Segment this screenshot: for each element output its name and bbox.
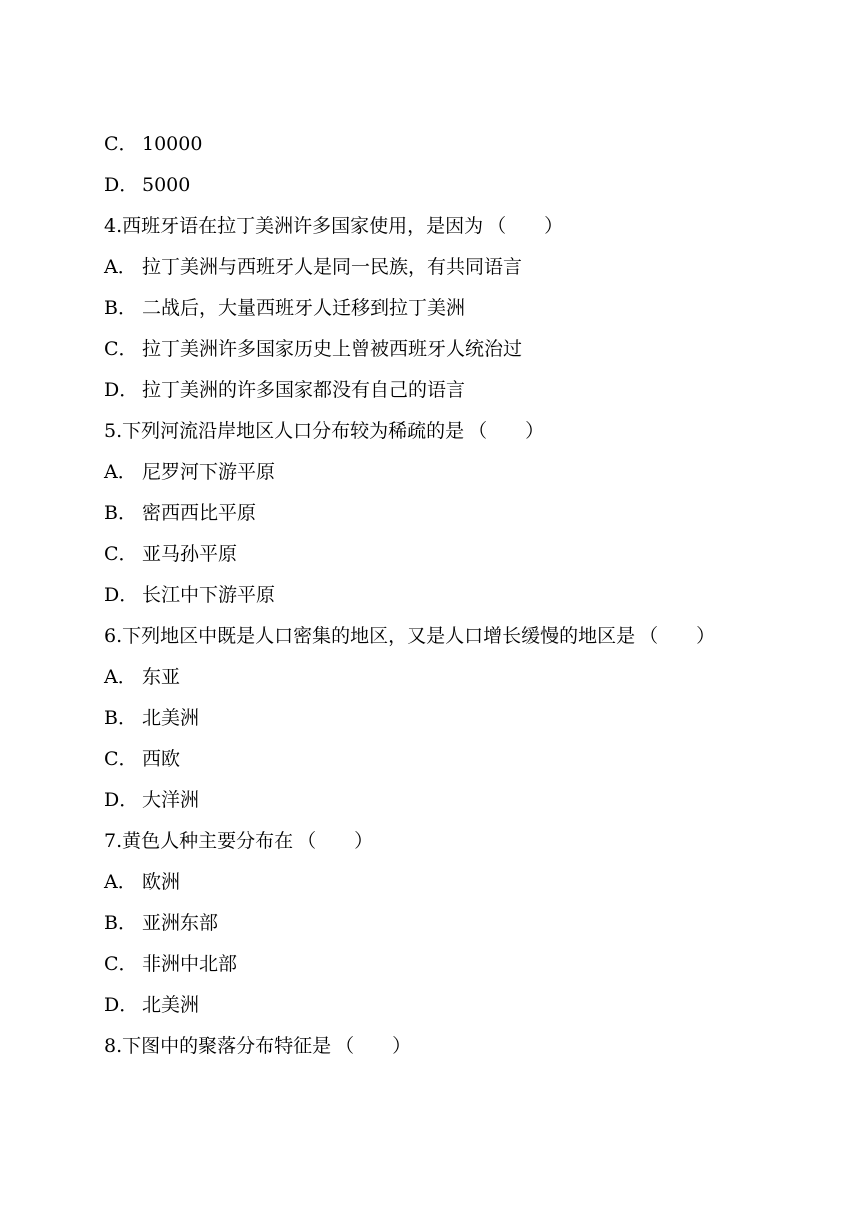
option-text: 尼罗河下游平原 <box>142 461 276 483</box>
option-7b <box>104 903 804 944</box>
option-7a <box>104 862 804 903</box>
answer-blank: （ ） <box>639 625 716 647</box>
option-letter: D． <box>104 584 139 606</box>
option-3c <box>104 124 804 165</box>
answer-blank: （ ） <box>297 830 374 852</box>
option-4a <box>104 247 804 288</box>
option-text: 北美洲 <box>142 994 200 1016</box>
option-text: 欧洲 <box>142 871 181 893</box>
option-letter: C． <box>104 953 138 975</box>
option-letter: A． <box>104 871 137 893</box>
option-4b <box>104 288 804 329</box>
option-text: 亚洲东部 <box>142 912 219 934</box>
option-letter: B． <box>104 912 137 934</box>
option-letter: A． <box>104 461 137 483</box>
option-letter: C． <box>104 543 138 565</box>
option-text: 拉丁美洲与西班牙人是同一民族，有共同语言 <box>142 256 523 278</box>
question-5 <box>104 411 804 452</box>
option-4c <box>104 329 804 370</box>
answer-blank: （ ） <box>468 420 545 442</box>
option-text: 密西西比平原 <box>142 502 257 524</box>
question-text: 4.西班牙语在拉丁美洲许多国家使用，是因为 <box>104 215 484 237</box>
option-letter: D． <box>104 789 139 811</box>
option-text: 西欧 <box>142 748 181 770</box>
option-text: 二战后，大量西班牙人迁移到拉丁美洲 <box>142 297 466 319</box>
option-6d <box>104 780 804 821</box>
answer-blank: （ ） <box>335 1035 412 1057</box>
option-text: 非洲中北部 <box>142 953 238 975</box>
option-5c <box>104 534 804 575</box>
option-text: 东亚 <box>142 666 181 688</box>
option-text: 10000 <box>142 133 203 155</box>
option-letter: C． <box>104 748 138 770</box>
option-6c <box>104 739 804 780</box>
option-letter: C． <box>104 133 138 155</box>
option-text: 北美洲 <box>142 707 200 729</box>
question-8 <box>104 1026 804 1067</box>
option-7d <box>104 985 804 1026</box>
option-5d <box>104 575 804 616</box>
question-7 <box>104 821 804 862</box>
option-letter: B． <box>104 297 137 319</box>
option-letter: B． <box>104 707 137 729</box>
option-text: 亚马孙平原 <box>142 543 238 565</box>
option-5b <box>104 493 804 534</box>
question-6 <box>104 616 804 657</box>
option-text: 拉丁美洲许多国家历史上曾被西班牙人统治过 <box>142 338 523 360</box>
option-text: 大洋洲 <box>142 789 200 811</box>
option-5a <box>104 452 804 493</box>
option-6a <box>104 657 804 698</box>
option-letter: B． <box>104 502 137 524</box>
option-text: 长江中下游平原 <box>142 584 276 606</box>
option-letter: D． <box>104 379 139 401</box>
option-text: 5000 <box>142 174 191 196</box>
option-letter: A． <box>104 666 137 688</box>
question-text: 8.下图中的聚落分布特征是 <box>104 1035 332 1057</box>
option-6b <box>104 698 804 739</box>
answer-blank: （ ） <box>487 215 564 237</box>
option-7c <box>104 944 804 985</box>
option-letter: A． <box>104 256 137 278</box>
option-letter: D． <box>104 994 139 1016</box>
option-3d <box>104 165 804 206</box>
question-list <box>104 124 804 1067</box>
option-text: 拉丁美洲的许多国家都没有自己的语言 <box>142 379 466 401</box>
option-letter: C． <box>104 338 138 360</box>
question-text: 6.下列地区中既是人口密集的地区，又是人口增长缓慢的地区是 <box>104 625 636 647</box>
question-text: 7.黄色人种主要分布在 <box>104 830 294 852</box>
option-letter: D． <box>104 174 139 196</box>
question-4 <box>104 206 804 247</box>
option-4d <box>104 370 804 411</box>
question-text: 5.下列河流沿岸地区人口分布较为稀疏的是 <box>104 420 465 442</box>
